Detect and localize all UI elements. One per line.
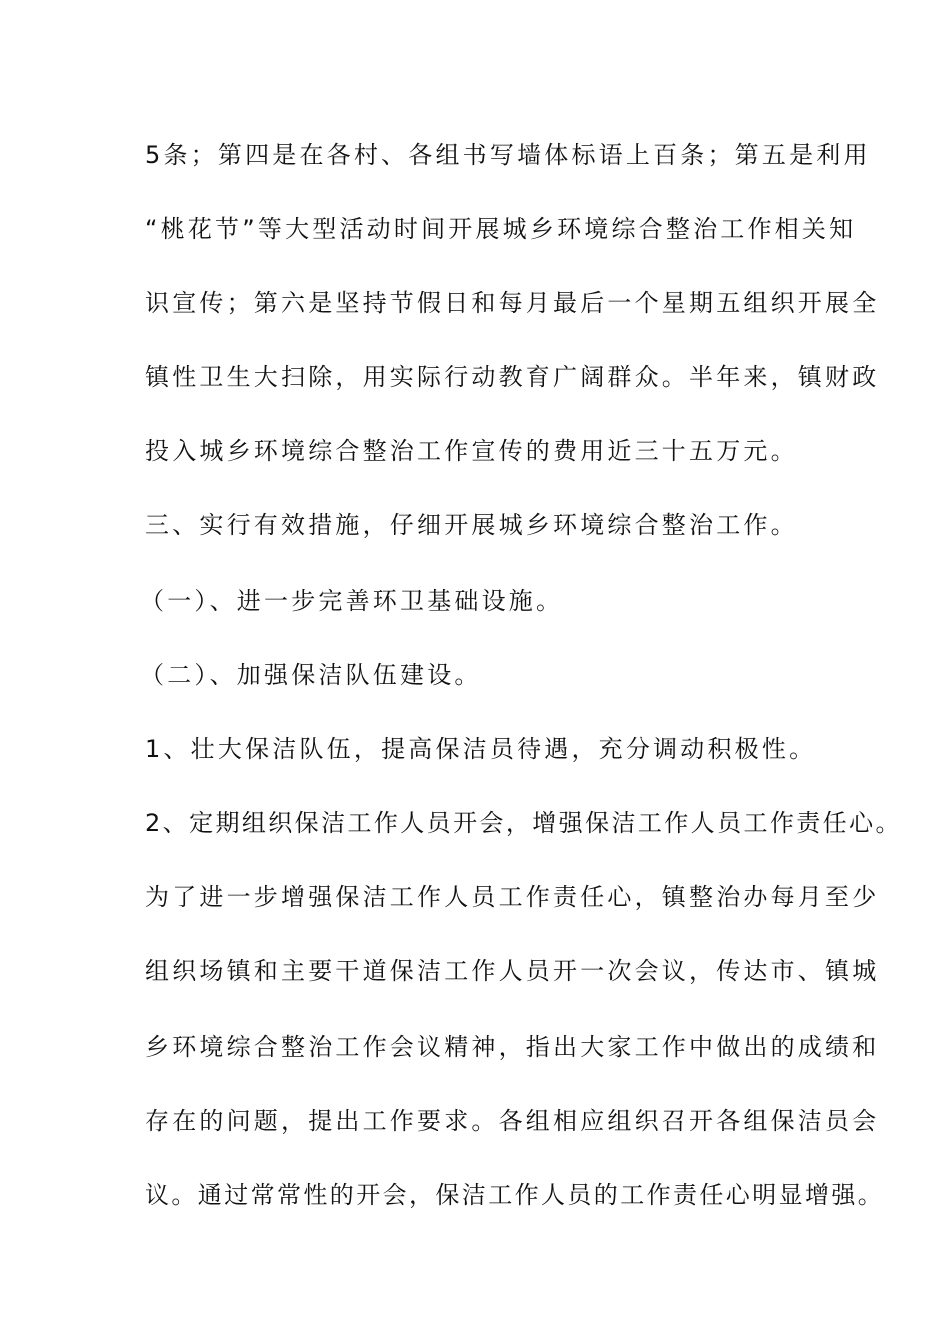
subsection-heading: （一）、进一步完善环卫基础设施。 bbox=[140, 587, 564, 615]
subsection-heading: （二）、加强保洁队伍建设。 bbox=[140, 661, 482, 689]
text-line: 议。通过常常性的开会，保洁工作人员的工作责任心明显增强。 bbox=[145, 1181, 885, 1209]
text-line: 组织场镇和主要干道保洁工作人员开一次会议，传达市、镇城 bbox=[145, 957, 880, 985]
section-heading: 三、实行有效措施，仔细开展城乡环境综合整治工作。 bbox=[145, 511, 798, 539]
text-line: 识宣传；第六是坚持节假日和每月最后一个星期五组织开展全 bbox=[145, 289, 880, 317]
text-line: 存在的问题，提出工作要求。各组相应组织召开各组保洁员会 bbox=[145, 1107, 880, 1135]
text-line: “桃花节”等大型活动时间开展城乡环境综合整治工作相关知 bbox=[145, 215, 857, 243]
text-line: 投入城乡环境综合整治工作宣传的费用近三十五万元。 bbox=[145, 437, 798, 465]
text-line: 乡环境综合整治工作会议精神，指出大家工作中做出的成绩和 bbox=[145, 1033, 880, 1061]
text-line: 为了进一步增强保洁工作人员工作责任心，镇整治办每月至少 bbox=[145, 883, 880, 911]
text-line: 5条；第四是在各村、各组书写墙体标语上百条；第五是利用 bbox=[145, 141, 871, 169]
text-line: 镇性卫生大扫除，用实际行动教育广阔群众。半年来，镇财政 bbox=[145, 363, 880, 391]
list-item: 1、壮大保洁队伍，提高保洁员待遇，充分调动积极性。 bbox=[145, 735, 817, 763]
list-item: 2、定期组织保洁工作人员开会，增强保洁工作人员工作责任心。 bbox=[145, 809, 902, 837]
